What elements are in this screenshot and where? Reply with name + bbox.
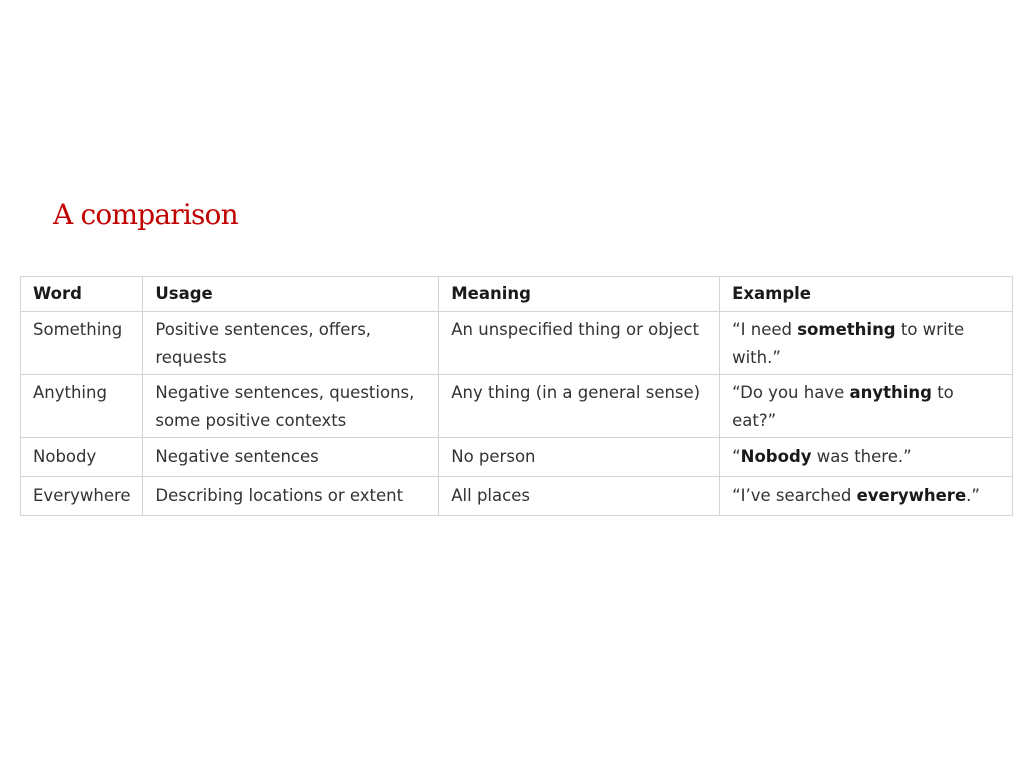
cell-meaning: An unspecified thing or object: [439, 312, 720, 375]
example-keyword: everywhere: [856, 486, 967, 505]
cell-usage: Negative sentences: [143, 438, 439, 477]
example-text: to write with.”: [732, 320, 965, 367]
table-row: [21, 438, 1013, 477]
header-meaning: Meaning: [439, 277, 720, 312]
cell-word: Nobody: [21, 438, 143, 477]
cell-word: Something: [21, 312, 143, 375]
cell-example: [720, 477, 1013, 516]
cell-meaning: All places: [439, 477, 720, 516]
table-row: [21, 375, 1013, 438]
header-example: Example: [720, 277, 1013, 312]
example-keyword: anything: [849, 383, 932, 402]
cell-example: [720, 312, 1013, 375]
example-text: was there.”: [811, 447, 912, 466]
cell-example: [720, 375, 1013, 438]
cell-meaning: Any thing (in a general sense): [439, 375, 720, 438]
table-row: [21, 477, 1013, 516]
table-header-row: [21, 277, 1013, 312]
example-text: .”: [966, 486, 980, 505]
comparison-table: [20, 276, 1013, 516]
header-word: Word: [21, 277, 143, 312]
cell-usage: Describing locations or extent: [143, 477, 439, 516]
table-row: [21, 312, 1013, 375]
cell-word: Anything: [21, 375, 143, 438]
example-text: “I need: [732, 320, 798, 339]
cell-example: [720, 438, 1013, 477]
example-text: “Do you have: [732, 383, 850, 402]
example-text: to eat?”: [732, 383, 954, 430]
example-text: “I’ve searched: [732, 486, 857, 505]
example-text: “: [732, 447, 741, 466]
example-keyword: something: [797, 320, 896, 339]
example-keyword: Nobody: [740, 447, 812, 466]
cell-usage: Positive sentences, offers, requests: [143, 312, 439, 375]
cell-usage: Negative sentences, questions, some positive contexts: [143, 375, 439, 438]
slide-title: A comparison: [53, 198, 238, 231]
header-usage: Usage: [143, 277, 439, 312]
cell-meaning: No person: [439, 438, 720, 477]
cell-word: Everywhere: [21, 477, 143, 516]
